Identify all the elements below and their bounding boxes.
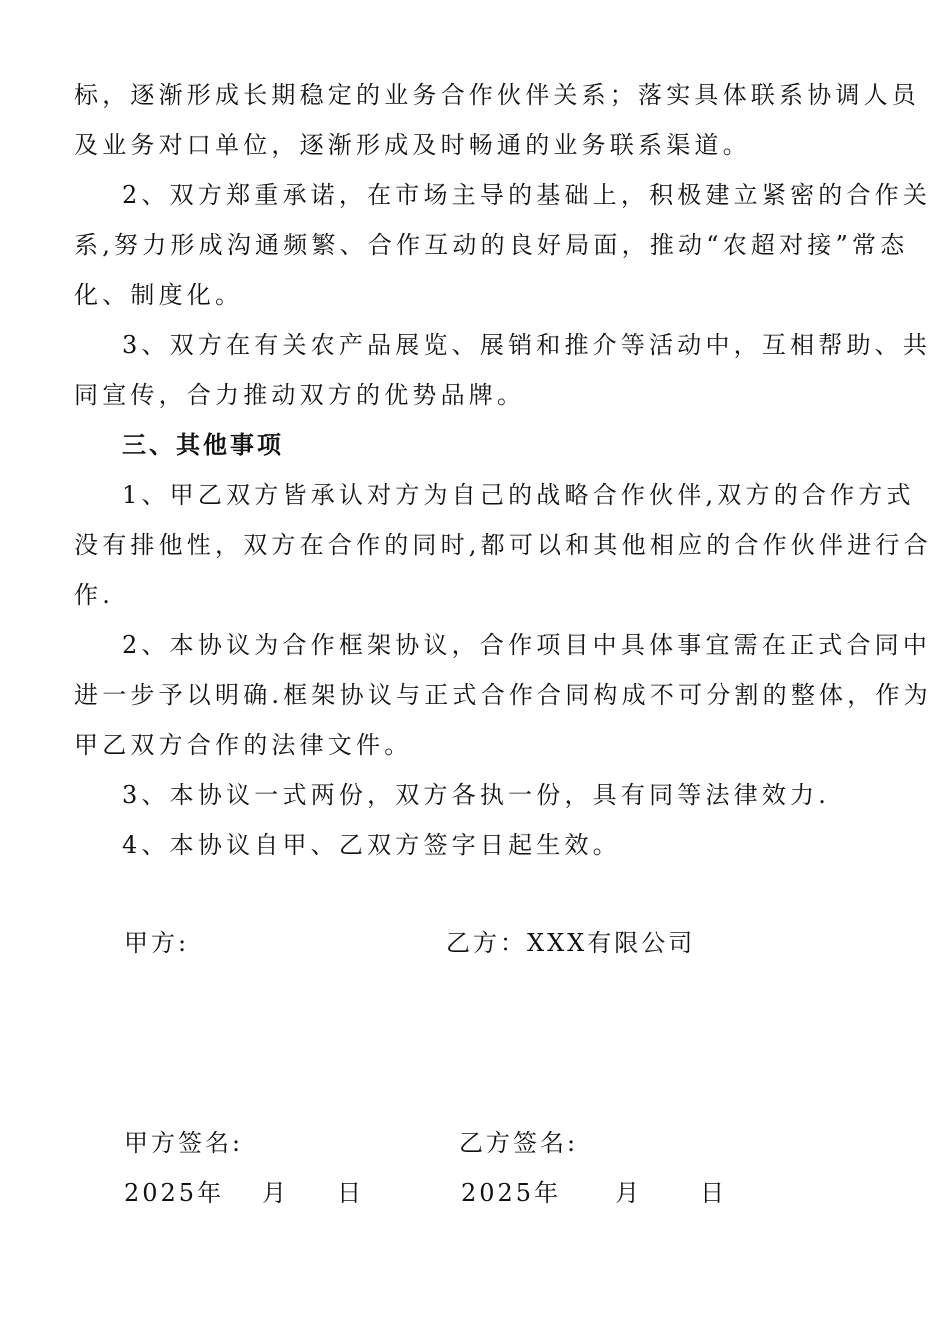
paragraph-line: 2、本协议为合作框架协议，合作项目中具体事宜需在正式合同中	[122, 631, 932, 659]
section-heading: 三、其他事项	[122, 431, 284, 459]
paragraph-line: 没有排他性，双方在合作的同时,都可以和其他相应的合作伙伴进行合	[74, 531, 932, 559]
paragraph-line: 3、双方在有关农产品展览、展销和推介等活动中，互相帮助、共	[122, 331, 932, 359]
party-b-label: 乙方：XXX有限公司	[446, 929, 696, 957]
paragraph-line: 同宣传，合力推动双方的优势品牌。	[74, 381, 526, 409]
paragraph-line: 及业务对口单位，逐渐形成及时畅通的业务联系渠道。	[74, 131, 751, 159]
paragraph-line: 标，逐渐形成长期稳定的业务合作伙伴关系；落实具体联系协调人员	[74, 81, 920, 109]
party-a-month: 月	[262, 1179, 290, 1207]
party-a-year: 2025年	[124, 1179, 225, 1207]
party-b-day: 日	[700, 1179, 728, 1207]
party-b-date	[461, 1178, 727, 1208]
party-a-date	[124, 1178, 364, 1208]
party-b-year: 2025年	[461, 1179, 562, 1207]
paragraph-line: 甲乙双方合作的法律文件。	[74, 731, 413, 759]
party-a-day: 日	[337, 1179, 365, 1207]
party-a-label: 甲方:	[124, 929, 190, 957]
paragraph-line: 进一步予以明确.框架协议与正式合作合同构成不可分割的整体，作为	[74, 681, 932, 709]
party-b-sign-label: 乙方签名:	[459, 1129, 579, 1157]
paragraph-line: 作.	[74, 581, 115, 609]
paragraph-line: 4、本协议自甲、乙双方签字日起生效。	[122, 831, 621, 859]
party-b-month: 月	[615, 1179, 643, 1207]
paragraph-line: 系,努力形成沟通频繁、合作互动的良好局面，推动“农超对接”常态	[74, 231, 909, 259]
party-a-sign-label: 甲方签名:	[124, 1129, 244, 1157]
paragraph-line: 3、本协议一式两份，双方各执一份，具有同等法律效力.	[122, 781, 831, 809]
paragraph-line: 1、甲乙双方皆承认对方为自己的战略合作伙伴,双方的合作方式	[122, 481, 915, 509]
paragraph-line: 2、双方郑重承诺，在市场主导的基础上，积极建立紧密的合作关	[122, 181, 932, 209]
paragraph-line: 化、制度化。	[74, 281, 244, 309]
